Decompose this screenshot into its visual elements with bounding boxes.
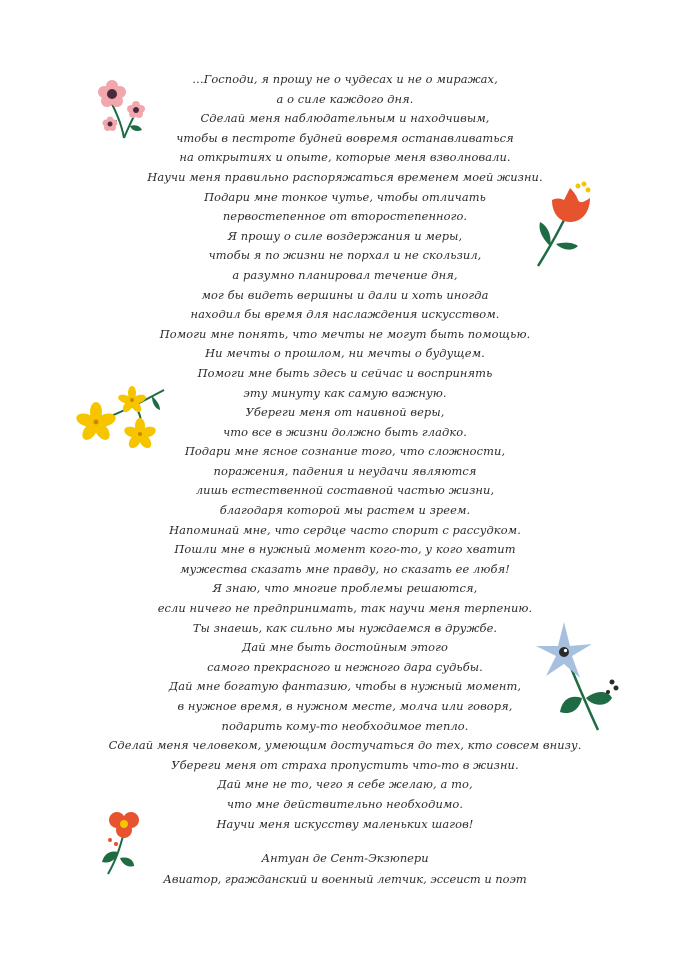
poem-line: находил бы время для наслаждения искусством. [190, 307, 500, 322]
poem-line: благодаря которой мы растем и зреем. [219, 503, 471, 518]
pink-flower-icon [92, 76, 152, 146]
poem-line: Ты знаешь, как сильно мы нуждаемся в дружбе. [192, 620, 498, 635]
poem-line: Сделай меня человеком, умеющим достучаться до тех, кто совсем внизу. [108, 738, 582, 753]
poem-line: что мне действительно необходимо. [226, 796, 464, 811]
poem-line: Дай мне не то, чего я себе желаю, а то, [217, 777, 473, 792]
poem-line: мужества сказать мне правду, но сказать ее любя! [180, 561, 510, 576]
poem-line: лишь естественной составной частью жизни, [195, 483, 495, 498]
poem-line: Подари мне тонкое чутье, чтобы отличать [204, 189, 486, 204]
poem-line: чтобы я по жизни не порхал и не скользил, [208, 248, 482, 263]
poem-line: а разумно планировал течение дня, [232, 267, 458, 282]
poem-line: Пошли мне в нужный момент кого-то, у кого хватит [174, 542, 516, 557]
author-block [80, 848, 610, 890]
poem-line: самого прекрасного и нежного дара судьбы. [207, 659, 483, 674]
poem-line: в нужное время, в нужном месте, молча или говоря, [177, 699, 513, 713]
yellow-flowers-icon [74, 378, 170, 456]
poem-line: Убереги меня от наивной веры, [245, 405, 445, 420]
poem-line: если ничего не предпринимать, так научи меня терпению. [157, 601, 533, 616]
poem-line: Я знаю, что многие проблемы решаются, [212, 581, 478, 596]
poem-line: а о силе каждого дня. [276, 91, 414, 106]
poem-line: Ни мечты о прошлом, ни мечты о будущем. [205, 346, 485, 361]
red-tulip-icon [528, 180, 598, 272]
poem-line: Дай мне быть достойным этого [242, 640, 448, 655]
poem-line: подарить кому-то необходимое тепло. [221, 718, 469, 733]
poem-line: Научи меня искусству маленьких шагов! [216, 816, 474, 831]
author-description: Авиатор, гражданский и военный летчик, эссеист и поэт [163, 872, 527, 886]
poem-line: мог бы видеть вершины и дали и хоть иногда [201, 287, 489, 302]
poem-line: на открытиях и опыте, которые меня взволновали. [179, 150, 511, 165]
poem-line: Помоги мне быть здесь и сейчас и воспринять [197, 365, 493, 380]
poem-line: Убереги меня от страха пропустить что-то в жизни. [171, 757, 519, 772]
poem-line: чтобы в пестроте будней вовремя останавливаться [176, 130, 514, 145]
poem-line: Помоги мне понять, что мечты не могут быть помощью. [159, 326, 531, 341]
poem-line: Сделай меня наблюдательным и находчивым, [200, 111, 490, 126]
poem-line: поражения, падения и неудачи являются [213, 463, 477, 478]
poem-line: что все в жизни должно быть гладко. [223, 424, 467, 439]
poem-line: Я прошу о силе воздержания и меры, [227, 228, 463, 243]
poem-line: Дай мне богатую фантазию, чтобы в нужный момент, [168, 679, 522, 694]
poem-line: Научи меня правильно распоряжаться временем моей жизни. [147, 169, 543, 184]
poem-line: первостепенное от второстепенного. [222, 209, 468, 224]
poem-line: …Господи, я прошу не о чудесах и не о миражах, [192, 72, 498, 86]
orange-flower-icon [96, 808, 146, 878]
poem-line: Напоминай мне, что сердце часто спорит с рассудком. [169, 522, 521, 537]
poem-line: Подари мне ясное сознание того, что сложности, [184, 444, 506, 459]
blue-star-flower-icon [526, 620, 622, 736]
author-name: Антуан де Сент-Экзюпери [261, 851, 429, 865]
poem-line: эту минуту как самую важную. [243, 385, 447, 400]
